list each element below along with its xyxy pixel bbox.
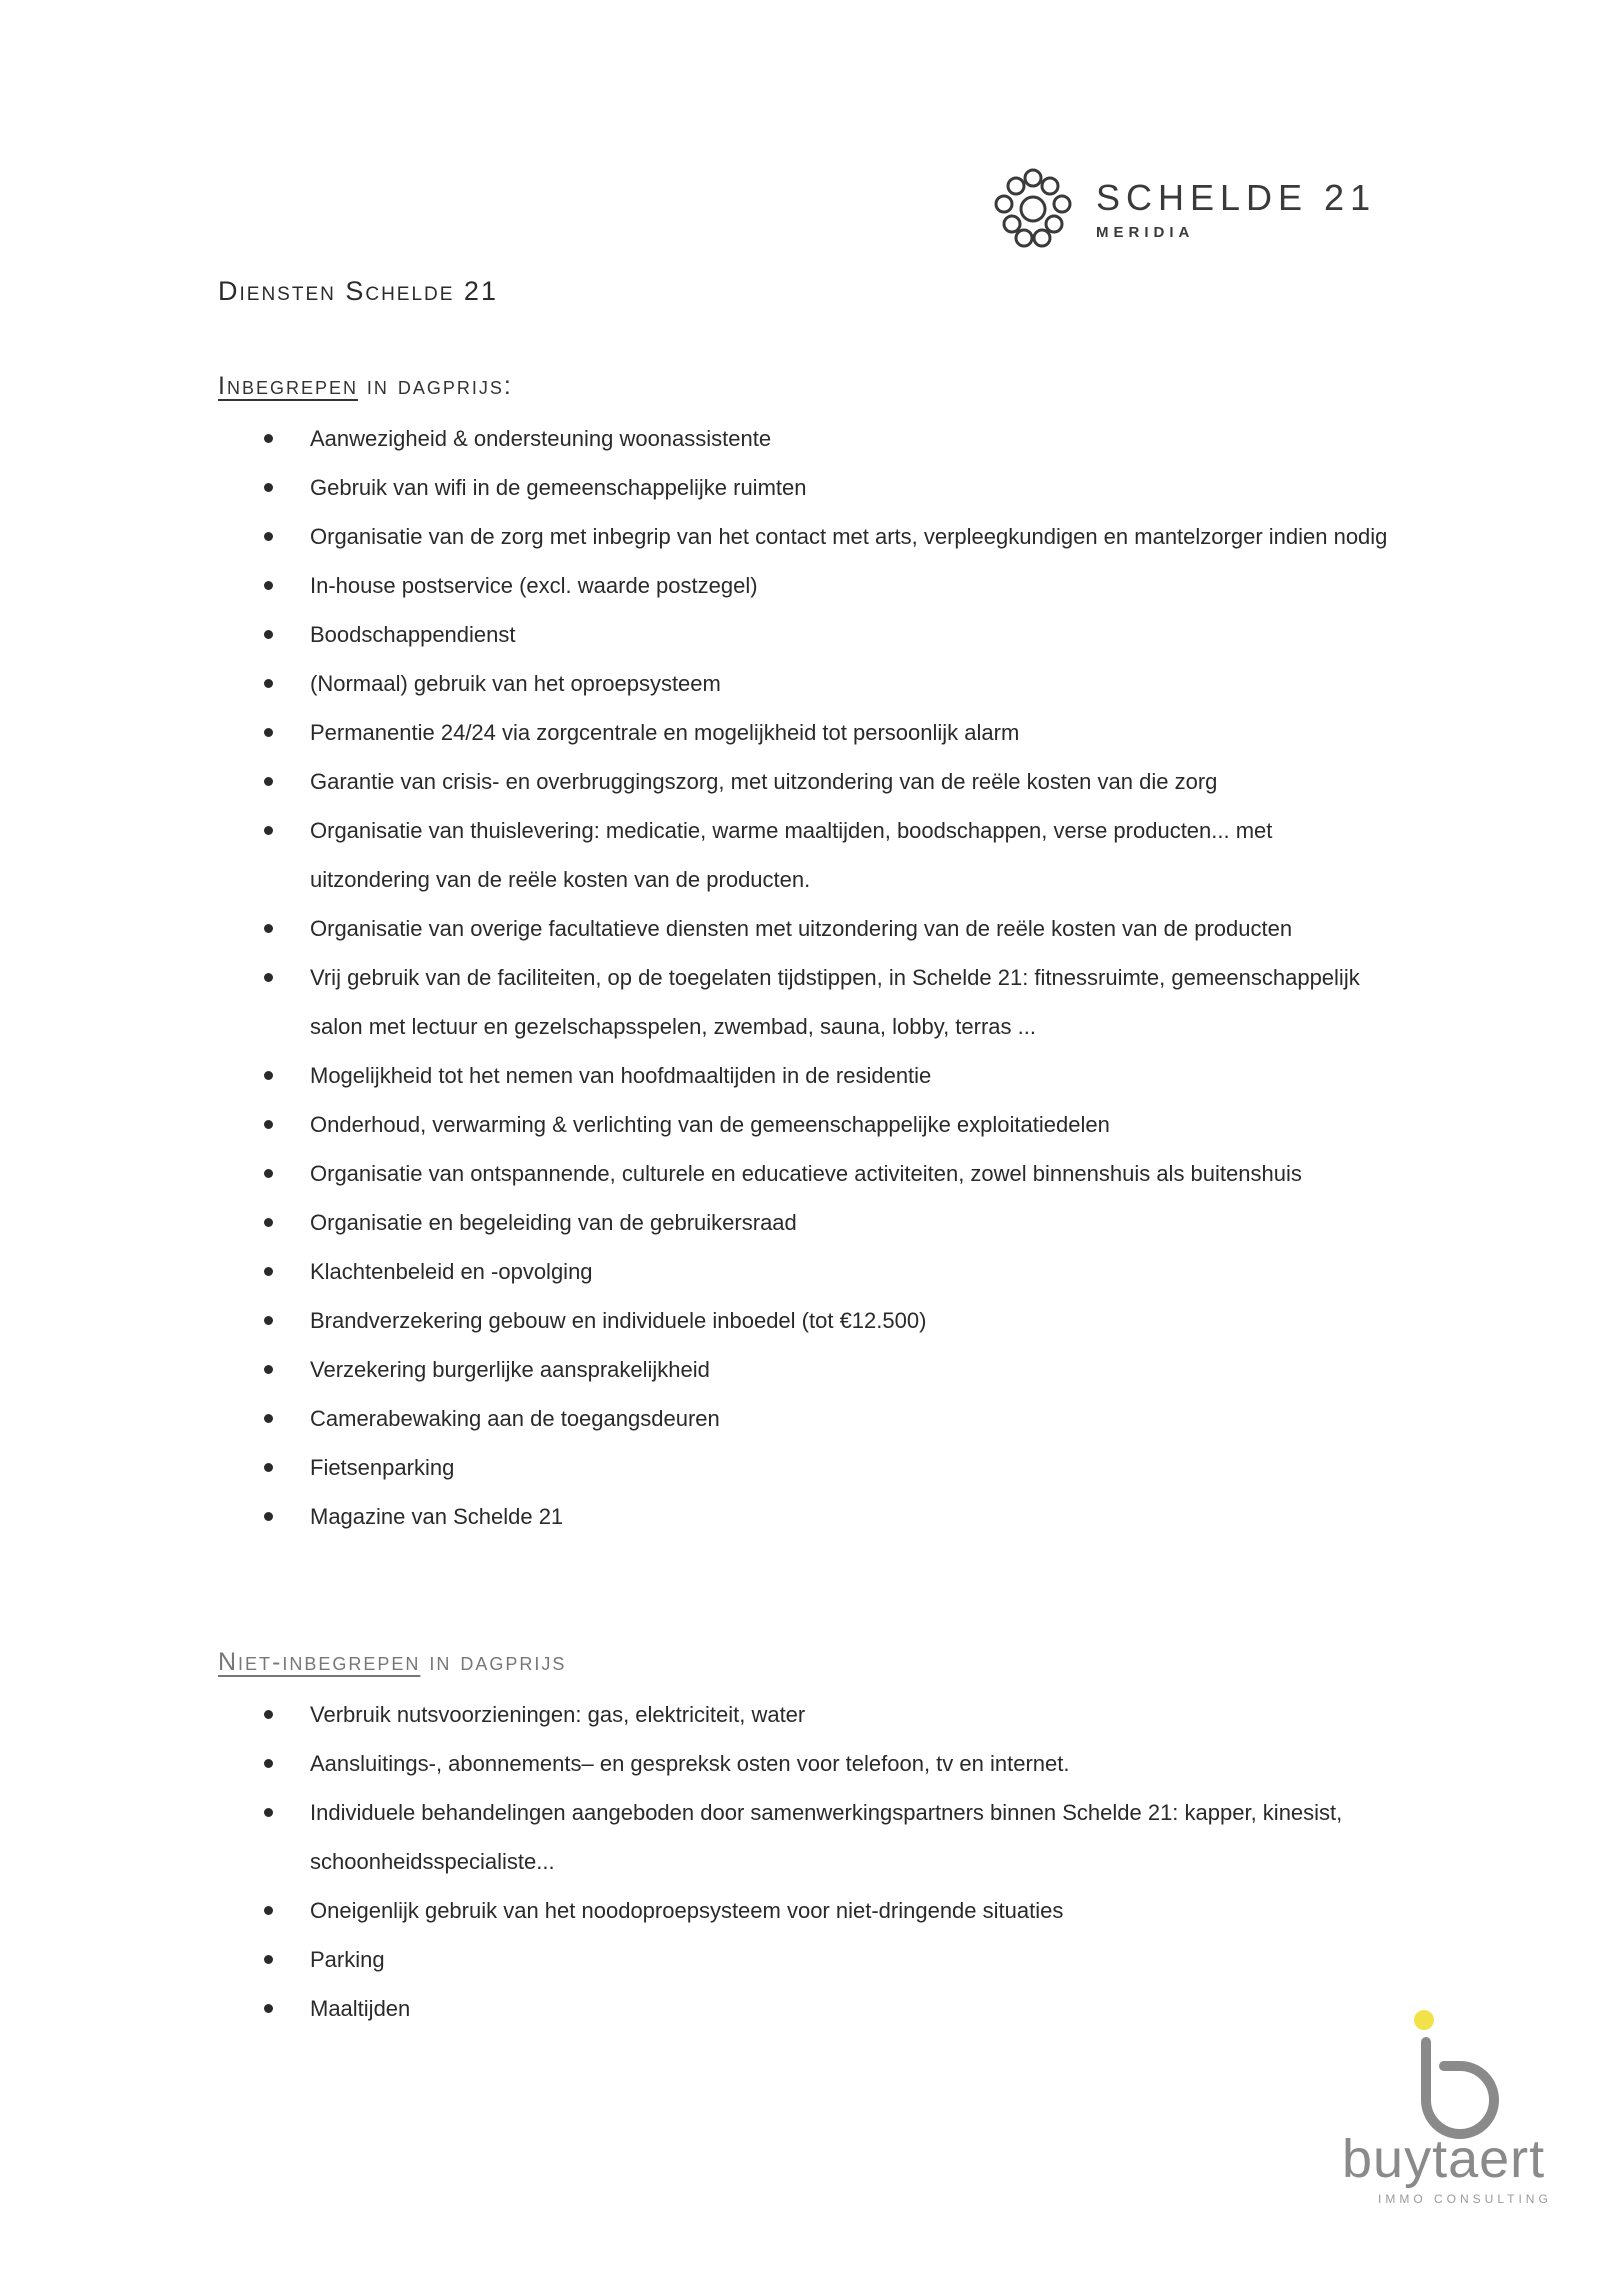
brand-subtitle: MERIDIA xyxy=(1096,223,1195,241)
list-item-text: Fietsenparking xyxy=(310,1455,455,1480)
list-item-text: Organisatie van thuislevering: medicatie, warme maaltijden, boodschappen, verse producten... met uitzondering van de reële kosten van de producten. xyxy=(310,818,1273,892)
list-item-text: Individuele behandelingen aangeboden door samenwerkingspartners binnen Schelde 21: kapper, kinesist, schoonheidsspecialiste... xyxy=(310,1800,1343,1874)
bullet-icon xyxy=(264,1071,273,1080)
bullet-icon xyxy=(264,1463,273,1472)
list-item-text: Organisatie en begeleiding van de gebruikersraad xyxy=(310,1210,797,1235)
bullet-icon xyxy=(264,973,273,982)
list-item-text: Garantie van crisis- en overbruggingszorg, met uitzondering van de reële kosten van die zorg xyxy=(310,769,1218,794)
bullet-icon xyxy=(264,728,273,737)
bullet-icon xyxy=(264,1218,273,1227)
list-item-text: Brandverzekering gebouw en individuele inboedel (tot €12.500) xyxy=(310,1308,927,1333)
list-item-text: Organisatie van overige facultatieve diensten met uitzondering van de reële kosten van de producten xyxy=(310,916,1293,941)
list-item-text: Mogelijkheid tot het nemen van hoofdmaaltijden in de residentie xyxy=(310,1063,932,1088)
bullet-icon xyxy=(264,1808,273,1817)
excluded-list xyxy=(258,1690,1398,2033)
list-item xyxy=(258,1198,1398,1247)
brand-name: SCHELDE 21 xyxy=(1096,176,1377,218)
list-item-text: Magazine van Schelde 21 xyxy=(310,1504,564,1529)
bullet-icon xyxy=(264,1169,273,1178)
list-item-text: In-house postservice (excl. waarde postzegel) xyxy=(310,573,758,598)
included-heading-underlined: Inbegrepen xyxy=(218,372,358,400)
bullet-icon xyxy=(264,630,273,639)
list-item xyxy=(258,1394,1398,1443)
buytaert-name: buytaert xyxy=(1342,2129,1546,2189)
excluded-heading-rest: in dagprijs xyxy=(420,1648,567,1676)
list-item xyxy=(258,463,1398,512)
list-item-text: Camerabewaking aan de toegangsdeuren xyxy=(310,1406,720,1431)
list-item xyxy=(258,1739,1398,1788)
list-item xyxy=(258,1788,1398,1886)
list-item xyxy=(258,1886,1398,1935)
bullet-icon xyxy=(264,2004,273,2013)
list-item xyxy=(258,512,1398,561)
list-item-text: Verbruik nutsvoorzieningen: gas, elektriciteit, water xyxy=(310,1702,806,1727)
included-list xyxy=(258,414,1398,1541)
bullet-icon xyxy=(264,826,273,835)
list-item-text: (Normaal) gebruik van het oproepsysteem xyxy=(310,671,721,696)
list-item-text: Parking xyxy=(310,1947,385,1972)
list-item xyxy=(258,1247,1398,1296)
list-item-text: Oneigenlijk gebruik van het noodoproepsysteem voor niet-dringende situaties xyxy=(310,1898,1064,1923)
excluded-heading xyxy=(218,1648,566,1677)
list-item-text: Vrij gebruik van de faciliteiten, op de toegelaten tijdstippen, in Schelde 21: fitnessruimte, gemeenschappelijk salon met lectuur en gezelschapsspelen, zwembad, sauna, lobby, terras ... xyxy=(310,965,1360,1039)
list-item xyxy=(258,904,1398,953)
list-item xyxy=(258,1051,1398,1100)
list-item xyxy=(258,1100,1398,1149)
bullet-icon xyxy=(264,1955,273,1964)
bullet-icon xyxy=(264,1759,273,1768)
list-item xyxy=(258,1984,1398,2033)
list-item-text: Organisatie van ontspannende, culturele en educatieve activiteiten, zowel binnenshuis als buitenshuis xyxy=(310,1161,1302,1186)
list-item-text: Klachtenbeleid en -opvolging xyxy=(310,1259,593,1284)
bullet-icon xyxy=(264,1316,273,1325)
list-item xyxy=(258,561,1398,610)
list-item xyxy=(258,1345,1398,1394)
bullet-icon xyxy=(264,924,273,933)
list-item-text: Verzekering burgerlijke aansprakelijkheid xyxy=(310,1357,710,1382)
list-item-text: Aansluitings-, abonnements– en gespreksk osten voor telefoon, tv en internet. xyxy=(310,1751,1070,1776)
bullet-icon xyxy=(264,434,273,443)
list-item xyxy=(258,414,1398,463)
buytaert-subtitle: IMMO CONSULTING xyxy=(1378,2192,1552,2206)
bullet-icon xyxy=(264,1710,273,1719)
bullet-icon xyxy=(264,532,273,541)
list-item xyxy=(258,1492,1398,1541)
bullet-icon xyxy=(264,1512,273,1521)
list-item xyxy=(258,953,1398,1051)
included-heading-rest: in dagprijs: xyxy=(357,372,513,400)
list-item-text: Permanentie 24/24 via zorgcentrale en mogelijkheid tot persoonlijk alarm xyxy=(310,720,1020,745)
bullet-icon xyxy=(264,1120,273,1129)
list-item-text: Gebruik van wifi in de gemeenschappelijke ruimten xyxy=(310,475,807,500)
list-item xyxy=(258,659,1398,708)
list-item xyxy=(258,1443,1398,1492)
schelde21-logo xyxy=(990,166,1376,252)
list-item xyxy=(258,806,1398,904)
document-title: Diensten Schelde 21 xyxy=(218,276,498,306)
bullet-icon xyxy=(264,1267,273,1276)
bullet-icon xyxy=(264,777,273,786)
bullet-icon xyxy=(264,679,273,688)
bullet-icon xyxy=(264,1365,273,1374)
list-item xyxy=(258,757,1398,806)
list-item xyxy=(258,708,1398,757)
list-item-text: Organisatie van de zorg met inbegrip van het contact met arts, verpleegkundigen en mantelzorger indien nodig xyxy=(310,524,1388,549)
list-item xyxy=(258,1690,1398,1739)
bullet-icon xyxy=(264,1414,273,1423)
list-item xyxy=(258,610,1398,659)
excluded-heading-underlined: Niet-inbegrepen xyxy=(218,1648,421,1676)
list-item xyxy=(258,1296,1398,1345)
knot-flower-icon xyxy=(990,166,1076,252)
bullet-icon xyxy=(264,581,273,590)
bullet-icon xyxy=(264,1906,273,1915)
list-item-text: Onderhoud, verwarming & verlichting van de gemeenschappelijke exploitatiedelen xyxy=(310,1112,1110,1137)
list-item-text: Aanwezigheid & ondersteuning woonassistente xyxy=(310,426,772,451)
list-item xyxy=(258,1935,1398,1984)
list-item xyxy=(258,1149,1398,1198)
included-heading xyxy=(218,372,513,401)
list-item-text: Boodschappendienst xyxy=(310,622,516,647)
list-item-text: Maaltijden xyxy=(310,1996,411,2021)
bullet-icon xyxy=(264,483,273,492)
